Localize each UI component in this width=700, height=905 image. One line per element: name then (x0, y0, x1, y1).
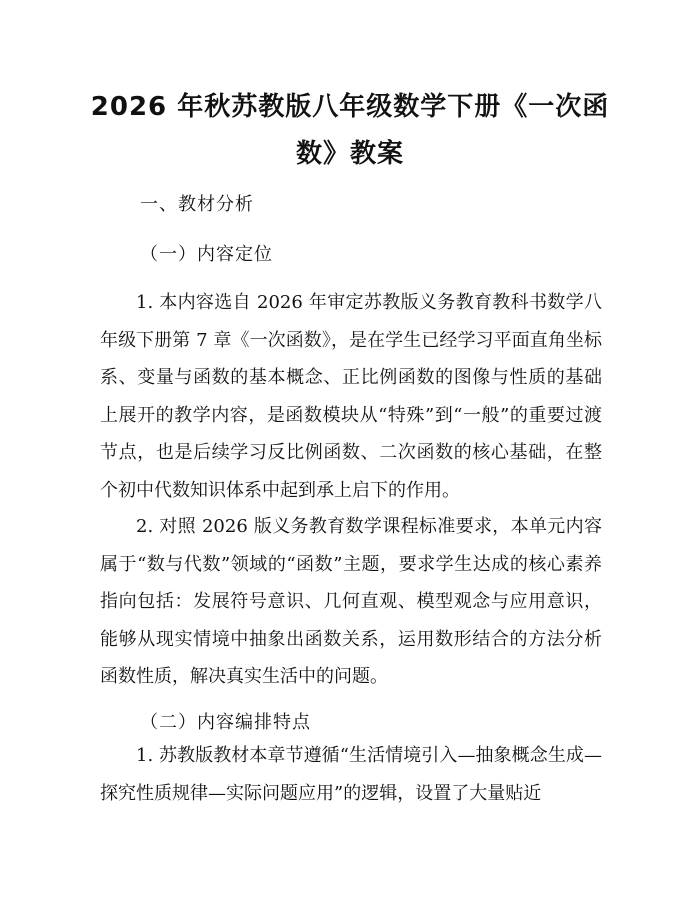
subsection-heading-content-positioning: （一）内容定位 (140, 244, 273, 265)
paragraph-content-positioning-1: 1. 本内容选自 2026 年审定苏教版义务教育教科书数学八年级下册第 7 章《一次函数》，是在学生已经学习平面直角坐标系、变量与函数的基本概念、正比例函数的图像与性质的基础上展开的教学内容，是函数模块从“特殊”到“一般”的重要过渡节点，也是后续学习反比例函数、二次函数的核心基础，在整个初中代数知识体系中起到承上启下的作用。 (100, 292, 602, 501)
document-title-line-1: 2026 年秋苏教版八年级数学下册《一次函 (90, 92, 610, 122)
subsection-heading-content-arrangement: （二）内容编排特点 (140, 712, 311, 733)
document-title-line-2: 数》教案 (295, 139, 404, 169)
paragraph-content-arrangement-1: 1. 苏教版教材本章节遵循“生活情境引入—抽象概念生成—探究性质规律—实际问题应用”的逻辑，设置了大量贴近 (100, 745, 602, 804)
section-heading-teaching-material-analysis: 一、教材分析 (140, 194, 254, 215)
paragraph-content-positioning-2: 2. 对照 2026 版义务教育数学课程标准要求，本单元内容属于“数与代数”领域的“函数”主题，要求学生达成的核心素养指向包括：发展符号意识、几何直观、模型观念与应用意识，能够从现实情境中抽象出函数关系，运用数形结合的方法分析函数性质，解决真实生活中的问题。 (100, 516, 602, 687)
